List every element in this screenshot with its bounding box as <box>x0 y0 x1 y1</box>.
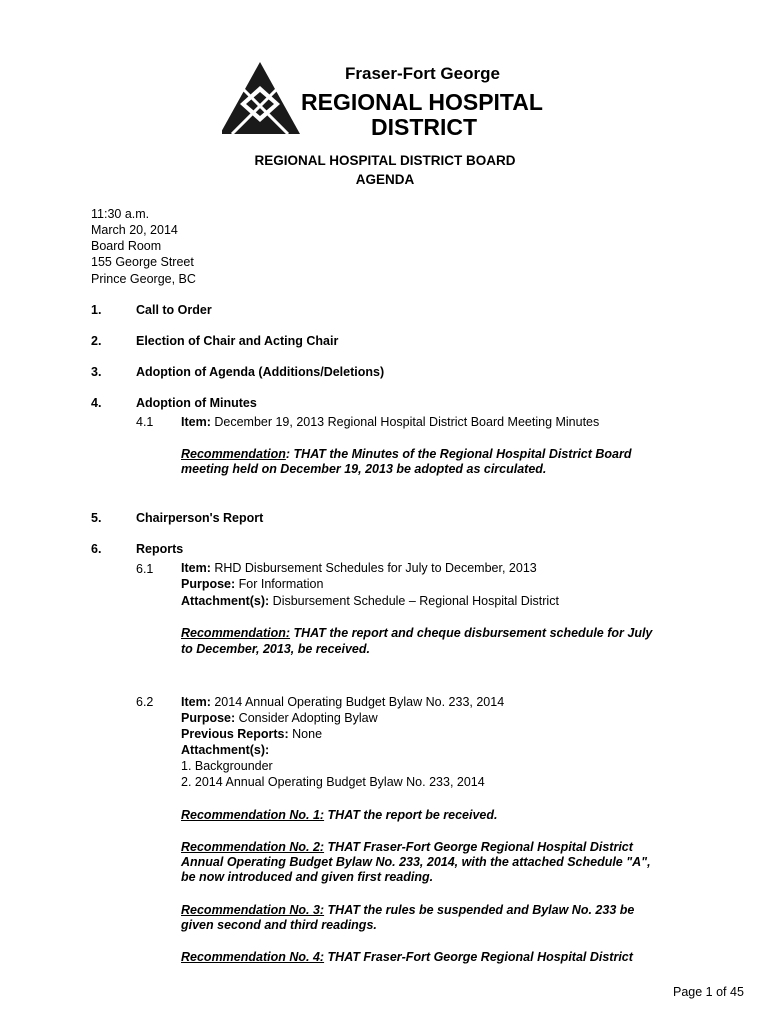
report-purpose-line <box>181 576 323 592</box>
logo-text-line3: DISTRICT <box>371 114 478 140</box>
report-recommendation <box>181 625 652 641</box>
agenda-item-number: 6. <box>91 542 102 556</box>
item-label: Item: <box>181 695 211 709</box>
recommendation-label: Recommendation No. 4: <box>181 950 325 964</box>
agenda-item-number: 1. <box>91 303 102 317</box>
recommendation-text: THAT the report be received. <box>324 808 498 822</box>
budget-recommendation-3-cont: given second and third readings. <box>181 918 377 932</box>
minutes-recommendation <box>181 446 632 462</box>
budget-recommendation-4 <box>181 949 633 965</box>
budget-attachment-label: Attachment(s): <box>181 743 270 757</box>
budget-recommendation-3 <box>181 902 634 918</box>
agenda-item-chair-report: Chairperson's Report <box>136 511 264 525</box>
budget-recommendation-2-cont2: be now introduced and given first reading. <box>181 870 434 884</box>
recommendation-label: Recommendation <box>181 447 286 461</box>
document-subtitle: AGENDA <box>355 172 415 187</box>
budget-attachment-2: 2. 2014 Annual Operating Budget Bylaw No. 233, 2014 <box>181 775 485 789</box>
item-label: Item: <box>181 415 211 429</box>
previous-reports-text: None <box>288 727 323 741</box>
purpose-text: Consider Adopting Bylaw <box>235 711 378 725</box>
recommendation-label: Recommendation No. 3: <box>181 903 325 917</box>
attachment-label: Attachment(s): <box>181 594 270 608</box>
budget-item-line <box>181 694 504 710</box>
recommendation-text: : THAT the Minutes of the Regional Hospital District Board <box>285 447 632 461</box>
recommendation-text: THAT the report and cheque disbursement schedule for July <box>290 626 653 640</box>
agenda-item-number: 2. <box>91 334 102 348</box>
attachment-text: Disbursement Schedule – Regional Hospital District <box>269 594 559 608</box>
sub-item-number: 6.2 <box>136 695 154 709</box>
report-recommendation-cont: to December, 2013, be received. <box>181 642 370 656</box>
item-text: RHD Disbursement Schedules for July to December, 2013 <box>210 561 537 575</box>
meeting-time: 11:30 a.m. <box>91 207 150 221</box>
sub-item-number: 6.1 <box>136 562 154 576</box>
recommendation-text: THAT Fraser-Fort George Regional Hospital District <box>324 950 633 964</box>
agenda-item-reports: Reports <box>136 542 184 556</box>
item-text: December 19, 2013 Regional Hospital District Board Meeting Minutes <box>210 415 600 429</box>
report-attachment-line <box>181 593 559 609</box>
report-item-line <box>181 560 537 576</box>
agenda-item-number: 4. <box>91 396 102 410</box>
item-text: 2014 Annual Operating Budget Bylaw No. 233, 2014 <box>210 695 505 709</box>
document-title: REGIONAL HOSPITAL DISTRICT BOARD <box>254 153 516 168</box>
recommendation-label: Recommendation No. 1: <box>181 808 325 822</box>
meeting-city: Prince George, BC <box>91 272 196 286</box>
purpose-label: Purpose: <box>181 577 236 591</box>
item-label: Item: <box>181 561 211 575</box>
budget-recommendation-2-cont: Annual Operating Budget Bylaw No. 233, 2014, with the attached Schedule "A", <box>181 855 651 869</box>
recommendation-text: THAT Fraser-Fort George Regional Hospital District <box>324 840 633 854</box>
budget-previous-reports-line <box>181 726 322 742</box>
page-number: Page 1 of 45 <box>673 985 744 999</box>
agenda-item-call-to-order: Call to Order <box>136 303 212 317</box>
minutes-item-line <box>181 414 599 430</box>
budget-purpose-line <box>181 710 378 726</box>
meeting-room: Board Room <box>91 239 162 253</box>
recommendation-label: Recommendation No. 2: <box>181 840 325 854</box>
agenda-item-adoption-agenda: Adoption of Agenda (Additions/Deletions) <box>136 365 385 379</box>
logo-text-line1: Fraser-Fort George <box>345 64 500 83</box>
budget-recommendation-1 <box>181 807 498 823</box>
agenda-item-adoption-minutes: Adoption of Minutes <box>136 396 257 410</box>
meeting-street: 155 George Street <box>91 255 194 269</box>
meeting-date: March 20, 2014 <box>91 223 178 237</box>
purpose-text: For Information <box>235 577 324 591</box>
sub-item-number: 4.1 <box>136 415 154 429</box>
previous-reports-label: Previous Reports: <box>181 727 289 741</box>
budget-attachment-1: 1. Backgrounder <box>181 759 273 773</box>
recommendation-label: Recommendation: <box>181 626 291 640</box>
purpose-label: Purpose: <box>181 711 236 725</box>
recommendation-text: THAT the rules be suspended and Bylaw No. 233 be <box>324 903 635 917</box>
agenda-item-number: 3. <box>91 365 102 379</box>
minutes-recommendation-cont: meeting held on December 19, 2013 be adopted as circulated. <box>181 462 547 476</box>
budget-recommendation-2 <box>181 839 633 855</box>
agenda-item-number: 5. <box>91 511 102 525</box>
logo-text-line2: REGIONAL HOSPITAL <box>301 89 543 115</box>
agenda-item-election: Election of Chair and Acting Chair <box>136 334 339 348</box>
